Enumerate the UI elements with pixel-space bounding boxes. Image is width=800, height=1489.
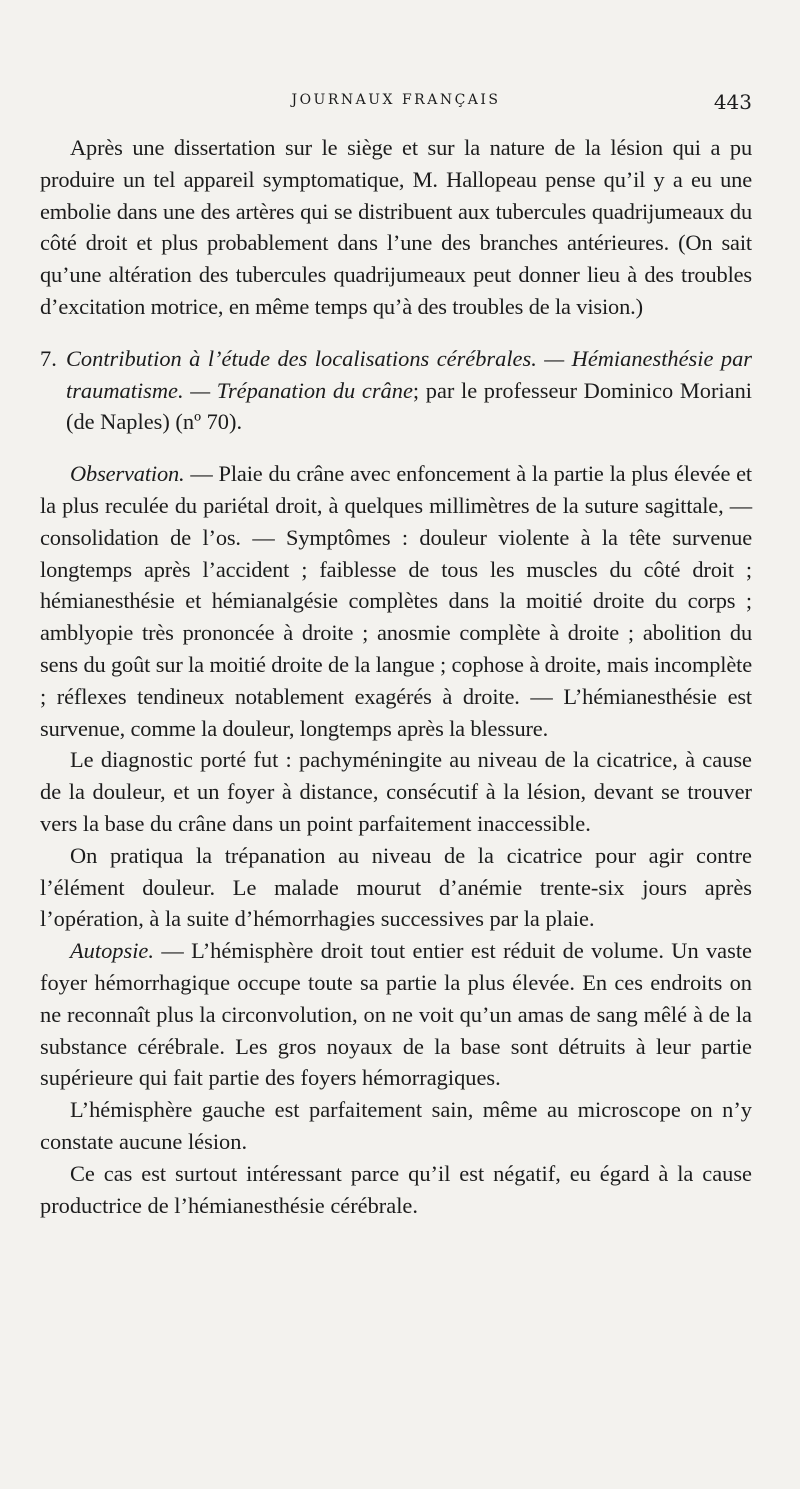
- paragraph-diagnostic: Le diagnostic porté fut : pachyméningite au niveau de la cicatrice, à cause de la douleur, et un foyer à distance, consécutif à la lésion, devant se trouver vers la base du crâne dans un point parfaitement inaccessible.: [40, 747, 752, 836]
- autopsie-text: — L’hémisphère droit tout entier est réduit de volume. Un vaste foyer hémorrhagique occupe toute sa partie la plus élevée. En ces endroits on ne reconnaît plus la circonvolution, on ne voit qu’un amas de sang mêlé à de la substance cérébrale. Les gros noyaux de la base sont détruits à leur partie supérieure qui fait partie des foyers hémorragiques.: [40, 938, 752, 1091]
- running-header: [40, 92, 752, 122]
- page-body: [40, 132, 752, 1221]
- paragraph-observation: [40, 458, 752, 744]
- entry-number: 7.: [40, 345, 57, 371]
- paragraph-hallopeau: Après une dissertation sur le siège et sur la nature de la lésion qui a pu produire un tel appareil symptomatique, M. Hallopeau pense qu’il y a eu une embolie dans une des artères qui se distribuent aux tubercules quadrijumeaux du côté droit et plus probablement dans l’une des branches antérieures. (On sait qu’une altération des tubercules quadrijumeaux peut donner lieu à des troubles d’excitation motrice, en même temps qu’à des troubles de la vision.): [40, 135, 752, 319]
- running-title: JOURNAUX FRANÇAIS: [291, 92, 501, 108]
- paragraph-autopsie: [40, 935, 752, 1094]
- paragraph-trepanation: On pratiqua la trépanation au niveau de la cicatrice pour agir contre l’élément douleur. Le malade mourut d’anémie trente-six jours après l’opération, à la suite d’hémorrhagies successives par la plaie.: [40, 842, 752, 932]
- numbered-entry-7: [40, 343, 752, 438]
- page-number: 443: [713, 90, 752, 114]
- entry-author: ; par le professeur Dominico Moriani (de Naples) (nº 70).: [66, 377, 753, 435]
- entry-title: Contribution à l’étude des localisations cérébrales. — Hémianesthésie par traumatisme. — Trépanation du crâne: [66, 345, 752, 403]
- observation-text: — Plaie du crâne avec enfoncement à la partie la plus élevée et la plus reculée du pariétal droit, à quelques millimètres de la suture sagittale, — consolidation de l’os. — Symptômes : douleur violente à la tête survenue longtemps après l’accident ; faiblesse de tous les muscles du côté droit ; hémianesthésie et hémianalgésie complètes dans la moitié droite du corps ; amblyopie très prononcée à droite ; anosmie complète à droite ; abolition du sens du goût sur la moitié droite de la langue ; cophose à droite, mais incomplète ; réflexes tendineux notablement exagérés à droite. — L’hémianesthésie est survenue, comme la douleur, longtemps après la blessure.: [40, 461, 752, 741]
- autopsie-label: Autopsie.: [70, 938, 154, 964]
- observation-label: Observation.: [70, 461, 185, 487]
- paragraph-conclusion: Ce cas est surtout intéressant parce qu’il est négatif, eu égard à la cause productrice de l’hémianesthésie cérébrale.: [40, 1160, 752, 1218]
- paragraph-hemisphere-gauche: L’hémisphère gauche est parfaitement sain, même au microscope on n’y constate aucune lésion.: [40, 1097, 752, 1154]
